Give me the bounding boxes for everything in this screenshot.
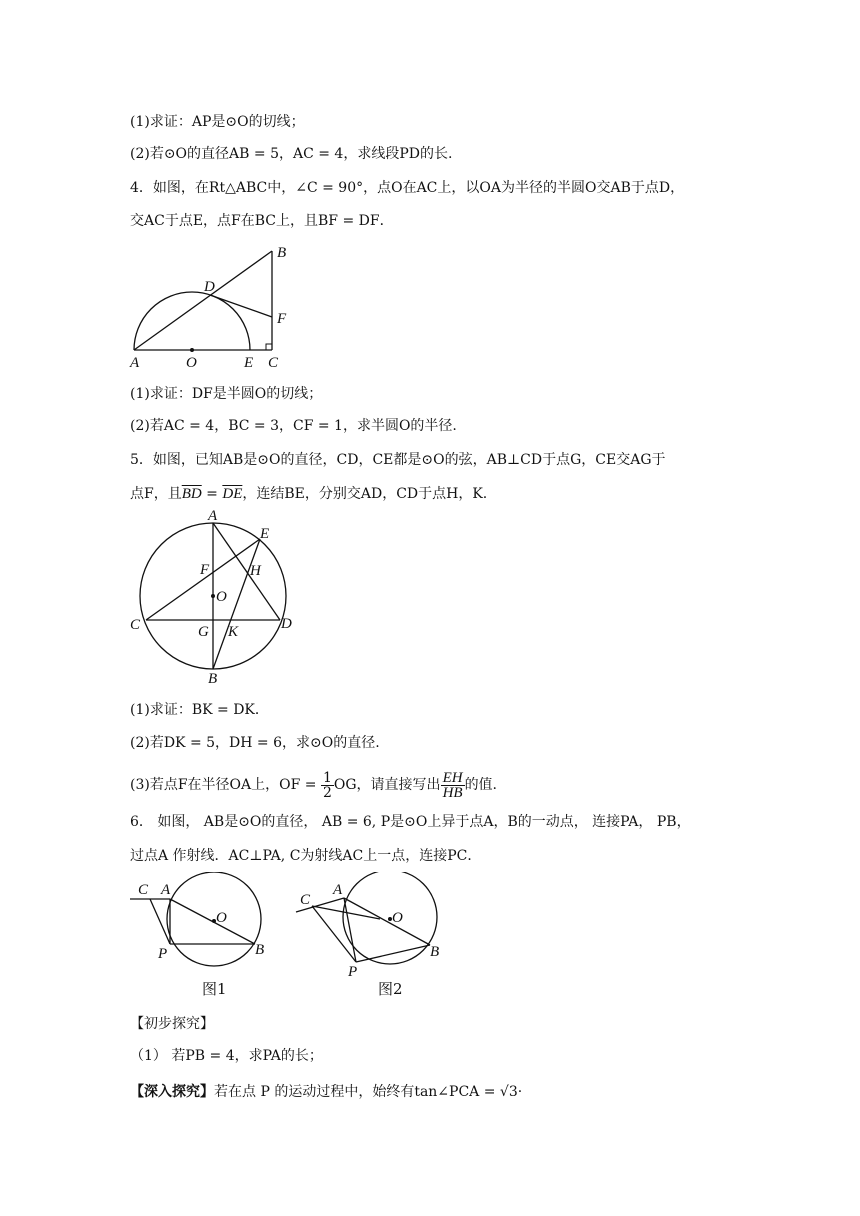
q4-center-dot	[190, 348, 194, 352]
q5-label-O: O	[216, 589, 227, 605]
q4-label-F: F	[277, 311, 287, 327]
q5-label-F: F	[200, 562, 210, 578]
q6f1-label-C: C	[138, 882, 149, 898]
q4-label-C: C	[268, 355, 279, 371]
q6-stem-line1: 6． 如图， AB是⊙O的直径， AB = 6, P是⊙O上异于点A，B的一动点， 连接PA， PB，	[130, 814, 691, 830]
q4-part1: (1)求证：DF是半圆O的切线；	[130, 386, 323, 402]
q6-stem-line2: 过点A 作射线．AC⊥PA, C为射线AC上一点，连接PC．	[130, 848, 482, 864]
q5-label-C: C	[130, 617, 141, 633]
q5-part3	[130, 768, 497, 802]
q5-part3-start: (3)若点F在半径OA上，OF =	[130, 777, 321, 793]
q4-label-O: O	[186, 355, 197, 371]
q5-seg-AD	[213, 523, 280, 620]
q6f2-label-B: B	[430, 944, 440, 960]
q6f2-seg-AP	[344, 898, 356, 962]
q6-section-deep	[130, 1082, 522, 1102]
q3-part2: (2)若⊙O的直径AB = 5，AC = 4，求线段PD的长.	[130, 146, 453, 162]
q6f1-label-B: B	[255, 942, 265, 958]
q5-label-H: H	[250, 563, 261, 579]
q5-label-E: E	[260, 526, 270, 542]
q6-figure-2	[292, 872, 452, 1002]
q4-part2: (2)若AC = 4，BC = 3，CF = 1，求半圆O的半径.	[130, 418, 457, 434]
q6-section-deep-text: 若在点 P 的运动过程中，始终有tan∠PCA = √3·	[214, 1084, 523, 1100]
q5-stem-line1: 5．如图，已知AB是⊙O的直径，CD，CE都是⊙O的弦，AB⊥CD于点G，CE交AG于	[130, 452, 666, 468]
q6-section-deep-title: 【深入探究】	[130, 1084, 214, 1100]
q4-label-B: B	[277, 245, 287, 261]
q3-part1: (1)求证：AP是⊙O的切线；	[130, 114, 305, 130]
q4-label-E: E	[244, 355, 254, 371]
q5-label-A: A	[208, 508, 218, 524]
q5-fraction-half	[321, 771, 334, 800]
q6f2-seg-AB	[344, 898, 430, 945]
q5-label-D: D	[281, 616, 292, 632]
q5-stem2-start: 点F，且	[130, 486, 182, 502]
q5-stem2-end: ，连结BE，分别交AD，CD于点H，K.	[242, 486, 488, 502]
q6f2-label-C: C	[300, 892, 311, 908]
q5-label-K: K	[228, 624, 239, 640]
q5-frac2-num: EH	[442, 769, 463, 786]
q5-part3-end: 的值.	[464, 777, 498, 793]
q4-figure	[128, 243, 298, 373]
q6-section-initial: 【初步探究】	[130, 1016, 214, 1032]
q6f2-caption: 图2	[378, 980, 403, 998]
q5-figure	[128, 508, 308, 688]
q5-fraction-eh-hb	[441, 771, 465, 800]
q4-stem-line1: 4．如图，在Rt△ABC中，∠C = 90°，点O在AC上，以OA为半径的半圆O交AB于点D，	[130, 180, 685, 196]
q5-label-B: B	[208, 671, 218, 687]
q5-arc-DE: $\overline{DE}$	[222, 486, 243, 502]
q4-seg-AB	[134, 251, 272, 350]
q5-label-G: G	[198, 624, 209, 640]
q4-label-D: D	[204, 279, 215, 295]
q4-stem-line2: 交AC于点E，点F在BC上，且BF = DF．	[130, 213, 394, 229]
q6f1-label-O: O	[216, 910, 227, 926]
q4-seg-DF	[210, 295, 272, 317]
q6f1-label-A: A	[161, 882, 171, 898]
q6-part1: （1） 若PB = 4，求PA的长；	[130, 1048, 323, 1064]
q5-frac-den: 2	[322, 784, 332, 801]
q6f2-seg-CP	[312, 906, 356, 962]
q6f2-label-P: P	[348, 964, 358, 980]
q4-right-angle	[266, 344, 272, 350]
q5-arc-equals: =	[201, 486, 223, 502]
q4-label-A: A	[130, 355, 140, 371]
q4-semicircle	[134, 292, 250, 350]
q5-center-dot	[211, 594, 215, 598]
q5-part3-mid: OG，请直接写出	[333, 777, 441, 793]
q5-frac-num: 1	[322, 769, 332, 786]
q5-part1: (1)求证：BK = DK．	[130, 702, 269, 718]
q6-figure-1	[128, 872, 268, 1002]
q6f2-label-A: A	[333, 882, 343, 898]
q6f1-label-P: P	[158, 946, 168, 962]
q5-seg-CE	[146, 539, 260, 620]
q5-stem-line2	[130, 484, 487, 504]
q5-frac2-den: HB	[442, 784, 463, 801]
q6f1-caption: 图1	[202, 980, 227, 998]
q6f2-label-O: O	[392, 910, 403, 926]
q5-part2: (2)若DK = 5，DH = 6，求⊙O的直径.	[130, 735, 380, 751]
q5-arc-BD: $\overline{BD}$	[181, 486, 202, 502]
